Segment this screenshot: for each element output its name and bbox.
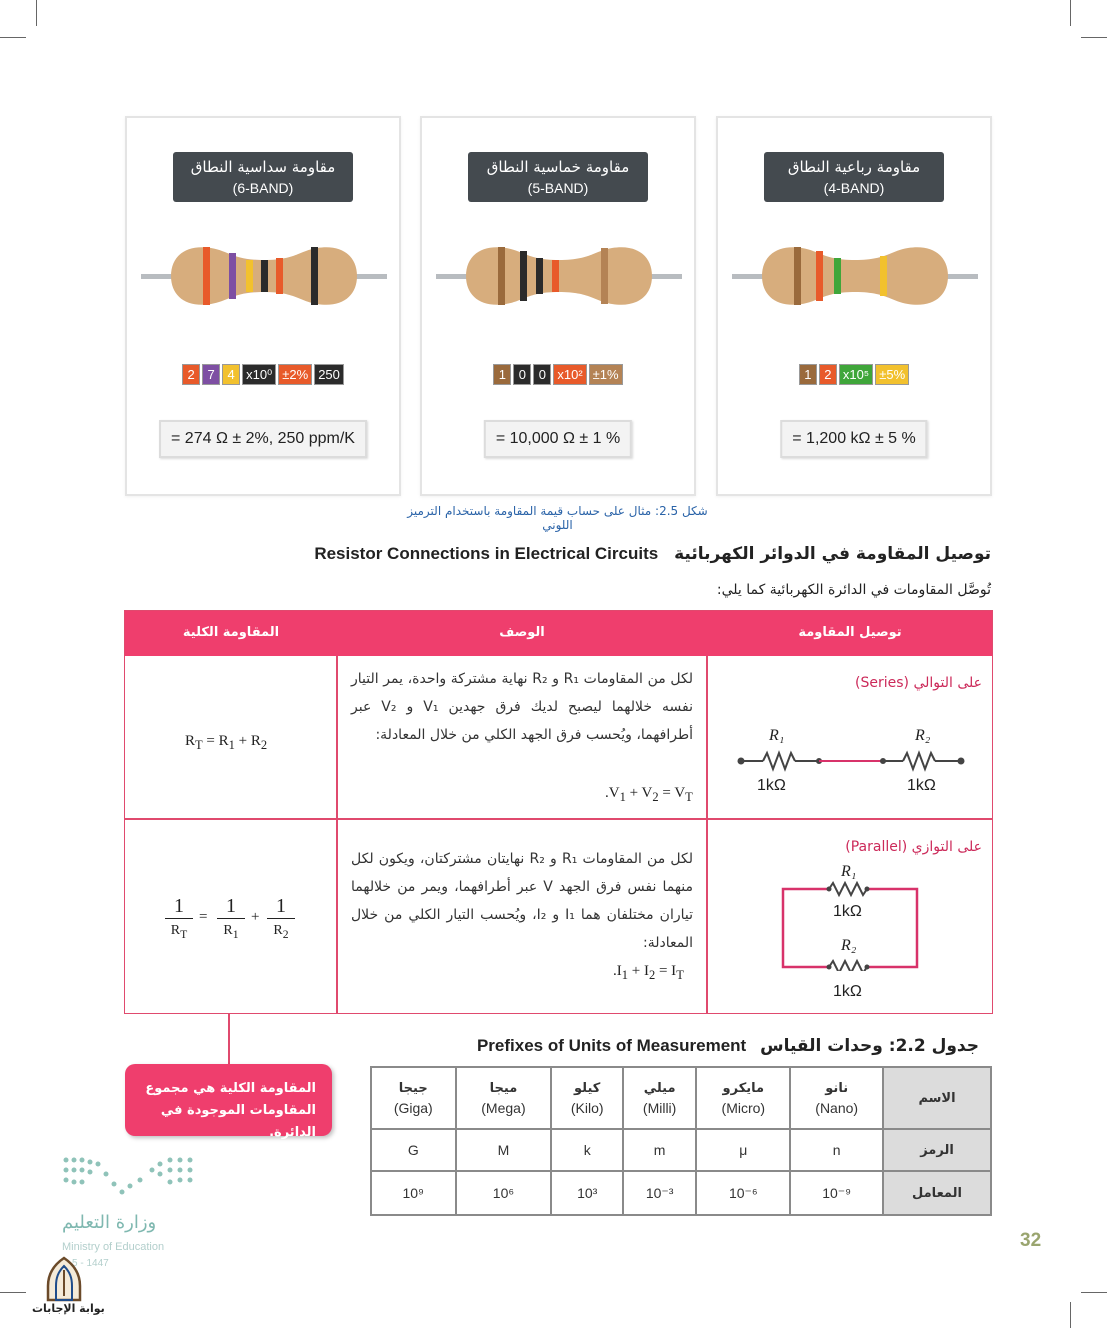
row-header-factor: المعامل [883,1171,991,1215]
callout-connector [228,1014,230,1064]
code-chip: 0 [513,364,531,385]
crop-mark [0,1292,26,1293]
parallel-r2-value: 1kΩ [833,983,862,1000]
table-row [371,1129,991,1171]
prefix-name-en: (Milli) [642,1099,677,1116]
parallel-formula [165,895,305,955]
card-title-ar: مقاومة خماسية النطاق [486,158,630,176]
parallel-r2-label: R₂ [841,937,857,954]
prefix-symbol: n [790,1129,883,1171]
prefix-symbol: μ [696,1129,790,1171]
portal-logo-icon [42,1256,86,1302]
card-title-ar: مقاومة سداسية النطاق [190,158,336,176]
header-description: الوصف [499,625,545,640]
prefix-name-ar: ميلي [643,1080,676,1096]
code-chip: 2 [819,364,837,385]
parallel-equation: $.I_1 + I_2 = I_T$ [613,963,684,982]
figure-caption: شكل 2.5: مثال على حساب قيمة المقاومة باستخدام الترميز اللوني [407,504,708,532]
table-cell [623,1067,696,1129]
prefix-name-ar: نانو [825,1080,849,1096]
prefix-name-en: (Nano) [815,1099,859,1116]
prefix-name-ar: مايكرو [722,1080,765,1096]
prefix-symbol: M [456,1129,552,1171]
code-chip: 250 [314,364,344,385]
code-chip: x10⁵ [839,364,873,385]
prefix-symbol: m [623,1129,696,1171]
code-chip: x10² [553,364,586,385]
connections-table [124,610,993,1014]
card-title-en: (5-BAND) [527,180,589,196]
card-title-ar: مقاومة رباعية النطاق [787,158,921,176]
card-title-en: (4-BAND) [823,180,885,196]
prefix-name-ar: كيلو [574,1080,601,1096]
table-cell [790,1067,883,1129]
parallel-description: لكل من المقاومات R₁ و R₂ نهايتان مشتركتان، ويكون لكل منهما نفس فرق الجهد V عبر أطرافهما، ويمر من خلالهما تياران مختلفان هما I₁ و I₂، ويُحسب التيار الكلي من خلال المعادلة: [351,851,694,951]
series-r1-value: 1kΩ [757,777,786,794]
section-title [314,544,991,564]
ministry-name-ar: وزارة التعليم [62,1212,157,1233]
series-equation: $.V_1 + V_2 = V_T$ [605,785,693,804]
code-chip: 2 [182,364,200,385]
prefix-name-en: (Kilo) [570,1099,604,1116]
crop-mark [1081,1292,1107,1293]
prefix-name-en: (Micro) [721,1099,766,1116]
card-title [468,152,648,202]
table-row [371,1171,991,1215]
series-label: على التوالي (Series) [855,675,982,691]
prefix-table [370,1066,992,1216]
formula-equals: = [199,909,208,925]
column-divider [706,656,708,1013]
crop-mark [0,37,26,38]
code-chip: 1 [493,364,511,385]
ministry-name-en: Ministry of Education [62,1241,165,1253]
table-row [371,1067,991,1129]
resistance-result: = 1,200 kΩ ± 5 % [780,420,927,458]
section-title-en: Resistor Connections in Electrical Circuits [314,544,659,563]
prefix-table-title [477,1036,979,1056]
section-intro: تُوصَّل المقاومات في الدائرة الكهربائية كما يلي: [716,582,991,598]
prefix-table-title-ar: جدول 2.2: وحدات القياس [760,1036,979,1056]
parallel-label: على التوازي (Parallel) [845,839,982,855]
code-chip: 4 [222,364,240,385]
table-cell [551,1067,623,1129]
parallel-r1-value: 1kΩ [833,903,862,920]
code-strip [718,364,990,385]
prefix-factor: 10⁻⁶ [696,1171,790,1215]
prefix-symbol: G [371,1129,456,1171]
crop-mark [1070,0,1071,26]
code-chip: 1 [799,364,817,385]
code-chip: 0 [533,364,551,385]
code-chip: 7 [202,364,220,385]
series-description: لكل من المقاومات R₁ و R₂ نهاية مشتركة واحدة، يمر التيار نفسه خلالهما ليصبح لديك فرق جهدين V₁ و V₂ عبر أطرافهما، ويُحسب فرق الجهد الكلي من خلال المعادلة: [351,671,693,743]
series-r2-value: 1kΩ [907,777,936,794]
prefix-factor: 10⁶ [456,1171,552,1215]
table-cell [696,1067,790,1129]
row-divider [125,818,992,820]
prefix-factor: 10³ [551,1171,623,1215]
prefix-name-ar: جيجا [398,1080,428,1096]
code-chip: ±2% [278,364,312,385]
prefix-factor: 10⁻³ [623,1171,696,1215]
resistor-6band-image [141,236,387,316]
ministry-year: 5 - 1447 [72,1258,109,1269]
series-r1-label: R₁ [769,727,785,744]
formula-plus: + [251,909,260,925]
formula-denominator: $R_T$ [170,923,188,941]
prefix-name-en: (Giga) [393,1099,433,1116]
connections-table-header [125,611,992,656]
parallel-r1-label: R₁ [841,863,857,880]
resistance-result: = 10,000 Ω ± 1 % [484,420,632,458]
ministry-logo-icon [60,1154,200,1198]
prefix-name-ar: ميجا [489,1080,518,1096]
page-number: 32 [1020,1230,1042,1251]
prefix-symbol: k [551,1129,623,1171]
resistor-card-6band [125,116,401,496]
card-title-en: (6-BAND) [232,180,294,196]
code-chip: ±5% [875,364,909,385]
formula-numerator: 1 [165,895,193,919]
code-strip [422,364,694,385]
resistor-card-5band [420,116,696,496]
row-header-name: الاسم [883,1067,991,1129]
resistor-4band-image [732,236,978,316]
resistor-card-4band [716,116,992,496]
crop-mark [36,0,37,26]
code-chip: ±1% [589,364,623,385]
card-title [173,152,353,202]
column-divider [336,656,338,1013]
prefix-factor: 10⁻⁹ [790,1171,883,1215]
formula-numerator: 1 [217,895,245,919]
crop-mark [1070,1302,1071,1328]
series-formula: $R_T = R_1 + R_2$ [185,733,268,752]
card-title [764,152,944,202]
code-chip: x10⁰ [242,364,276,385]
formula-numerator: 1 [267,895,295,919]
formula-denominator: $R_2$ [273,923,289,941]
code-strip [127,364,399,385]
series-r2-label: R₂ [915,727,931,744]
prefix-name-en: (Mega) [481,1099,526,1116]
header-total: المقاومة الكلية [182,625,280,640]
prefix-factor: 10⁹ [371,1171,456,1215]
resistor-5band-image [436,236,682,316]
table-cell [456,1067,552,1129]
callout-note: المقاومة الكلية هي مجموع المقاومات الموجودة في الدائرة. [125,1064,332,1136]
resistance-result: = 274 Ω ± 2%, 250 ppm/K [159,420,367,458]
table-cell [371,1067,456,1129]
prefix-table-title-en: Prefixes of Units of Measurement [476,1036,747,1055]
portal-name: بوابة الإجابات [32,1302,105,1315]
section-title-ar: توصيل المقاومة في الدوائر الكهربائية [674,544,991,564]
parallel-circuit-diagram [777,881,927,971]
header-connection: توصيل المقاومة [798,625,902,640]
row-header-symbol: الرمز [883,1129,991,1171]
formula-denominator: $R_1$ [223,923,239,941]
crop-mark [1081,37,1107,38]
